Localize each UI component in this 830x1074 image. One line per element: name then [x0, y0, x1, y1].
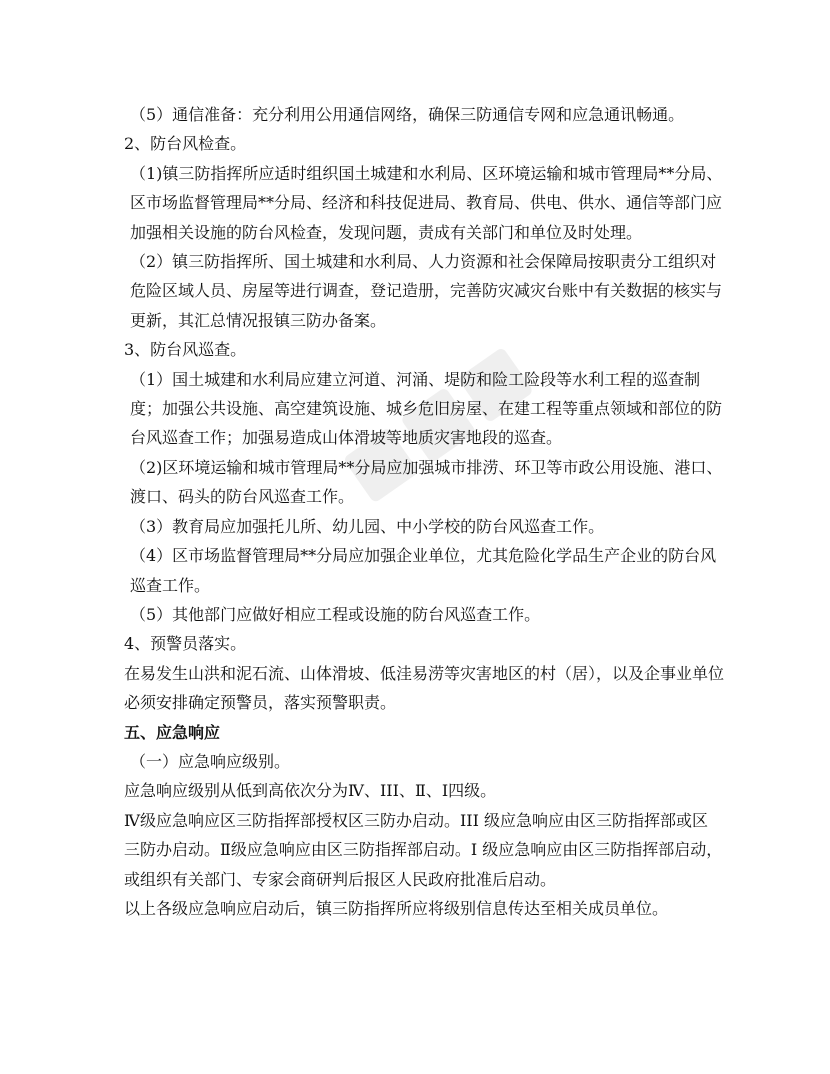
paragraph: （5）其他部门应做好相应工程或设施的防台风巡查工作。 — [130, 604, 541, 624]
paragraph: （3）教育局应加强托儿所、幼儿园、中小学校的防台风巡查工作。 — [130, 516, 605, 536]
paragraph: 在易发生山洪和泥石流、山体滑坡、低洼易涝等灾害地区的村（居），以及企事业单位必须安排确定预警员，落实预警职责。 — [124, 663, 725, 713]
paragraph: Ⅳ级应急响应区三防指挥部授权区三防办启动。III 级应急响应由区三防指挥部或区三防办启动。Ⅱ级应急响应由区三防指挥部启动。Ⅰ 级应急响应由区三防指挥部启动，或组织有关部门、专家会商研判后报区人民政府批准后启动。 — [124, 810, 723, 889]
section-heading: 3、防台风巡查。 — [124, 340, 247, 360]
paragraph: （1）国土城建和水利局应建立河道、河涌、堤防和险工险段等水利工程的巡查制度；加强公共设施、高空建筑设施、城乡危旧房屋、在建工程等重点领域和部位的防台风巡查工作；加强易造成山体滑坡等地质灾害地段的巡查。 — [130, 369, 723, 448]
paragraph: 应急响应级别从低到高依次分为Ⅳ、III、Ⅱ、Ⅰ四级。 — [124, 781, 497, 801]
paragraph: （5）通信准备：充分利用公用通信网络，确保三防通信专网和应急通讯畅通。 — [130, 105, 685, 124]
paragraph: （2）镇三防指挥所、国土城建和水利局、人力资源和社会保障局按职责分工组织对危险区域人员、房屋等进行调查，登记造册，完善防灾减灾台账中有关数据的核实与更新，其汇总情况报镇三防办备案。 — [130, 252, 723, 330]
chapter-heading: 五、应急响应 — [124, 722, 221, 742]
paragraph: （一）应急响应级别。 — [130, 751, 291, 771]
paragraph: 以上各级应急响应启动后，镇三防指挥所应将级别信息传达至相关成员单位。 — [124, 898, 669, 918]
paragraph: （1)镇三防指挥所应适时组织国土城建和水利局、区环境运输和城市管理局**分局、区市场监督管理局**分局、经济和科技促进局、教育局、供电、供水、通信等部门应加强相关设施的防台风检查，发现问题，责成有关部门和单位及时处理。 — [130, 163, 723, 242]
document-body — [124, 100, 724, 923]
paragraph: （2)区环境运输和城市管理局**分局应加强城市排涝、环卫等市政公用设施、港口、渡口、码头的防台风巡查工作。 — [130, 457, 723, 507]
paragraph: （4）区市场监督管理局**分局应加强企业单位，尤其危险化学品生产企业的防台风巡查工作。 — [130, 546, 717, 595]
section-heading: 2、防台风检查。 — [124, 134, 247, 154]
section-heading: 4、预警员落实。 — [124, 634, 247, 654]
